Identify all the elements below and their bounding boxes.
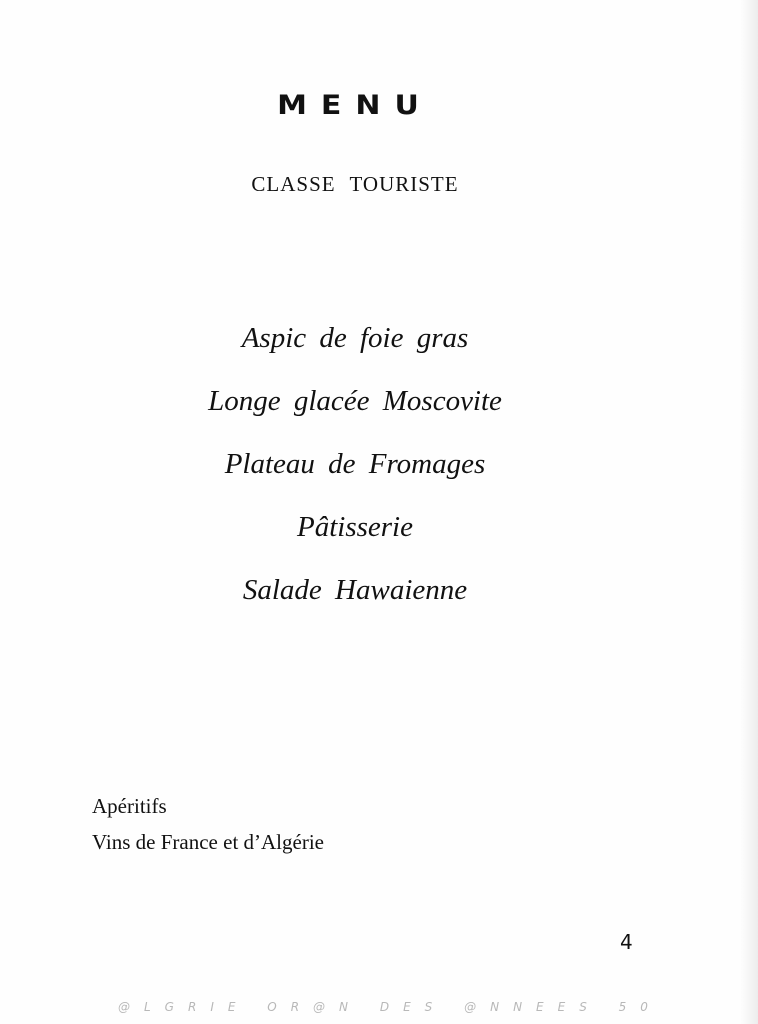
drink-item-aperitifs: Apéritifs — [92, 794, 167, 818]
page-number: 4 — [620, 930, 633, 954]
class-label: CLASSE TOURISTE — [251, 172, 459, 196]
watermark: @LGRIE OR@N DES @NNEES 50 — [118, 1000, 662, 1014]
drinks-list — [92, 788, 324, 860]
menu-title: MENU — [277, 89, 433, 122]
page-edge-shadow — [740, 0, 758, 1024]
dish-item: Plateau de Fromages — [224, 448, 486, 480]
dish-item: Aspic de foie gras — [241, 322, 469, 354]
dish-list — [0, 316, 710, 631]
drink-item-wines: Vins de France et d’Algérie — [92, 830, 324, 854]
dish-item: Salade Hawaienne — [242, 574, 468, 606]
dish-item: Longe glacée Moscovite — [208, 385, 502, 417]
dish-item: Pâtisserie — [297, 511, 413, 543]
